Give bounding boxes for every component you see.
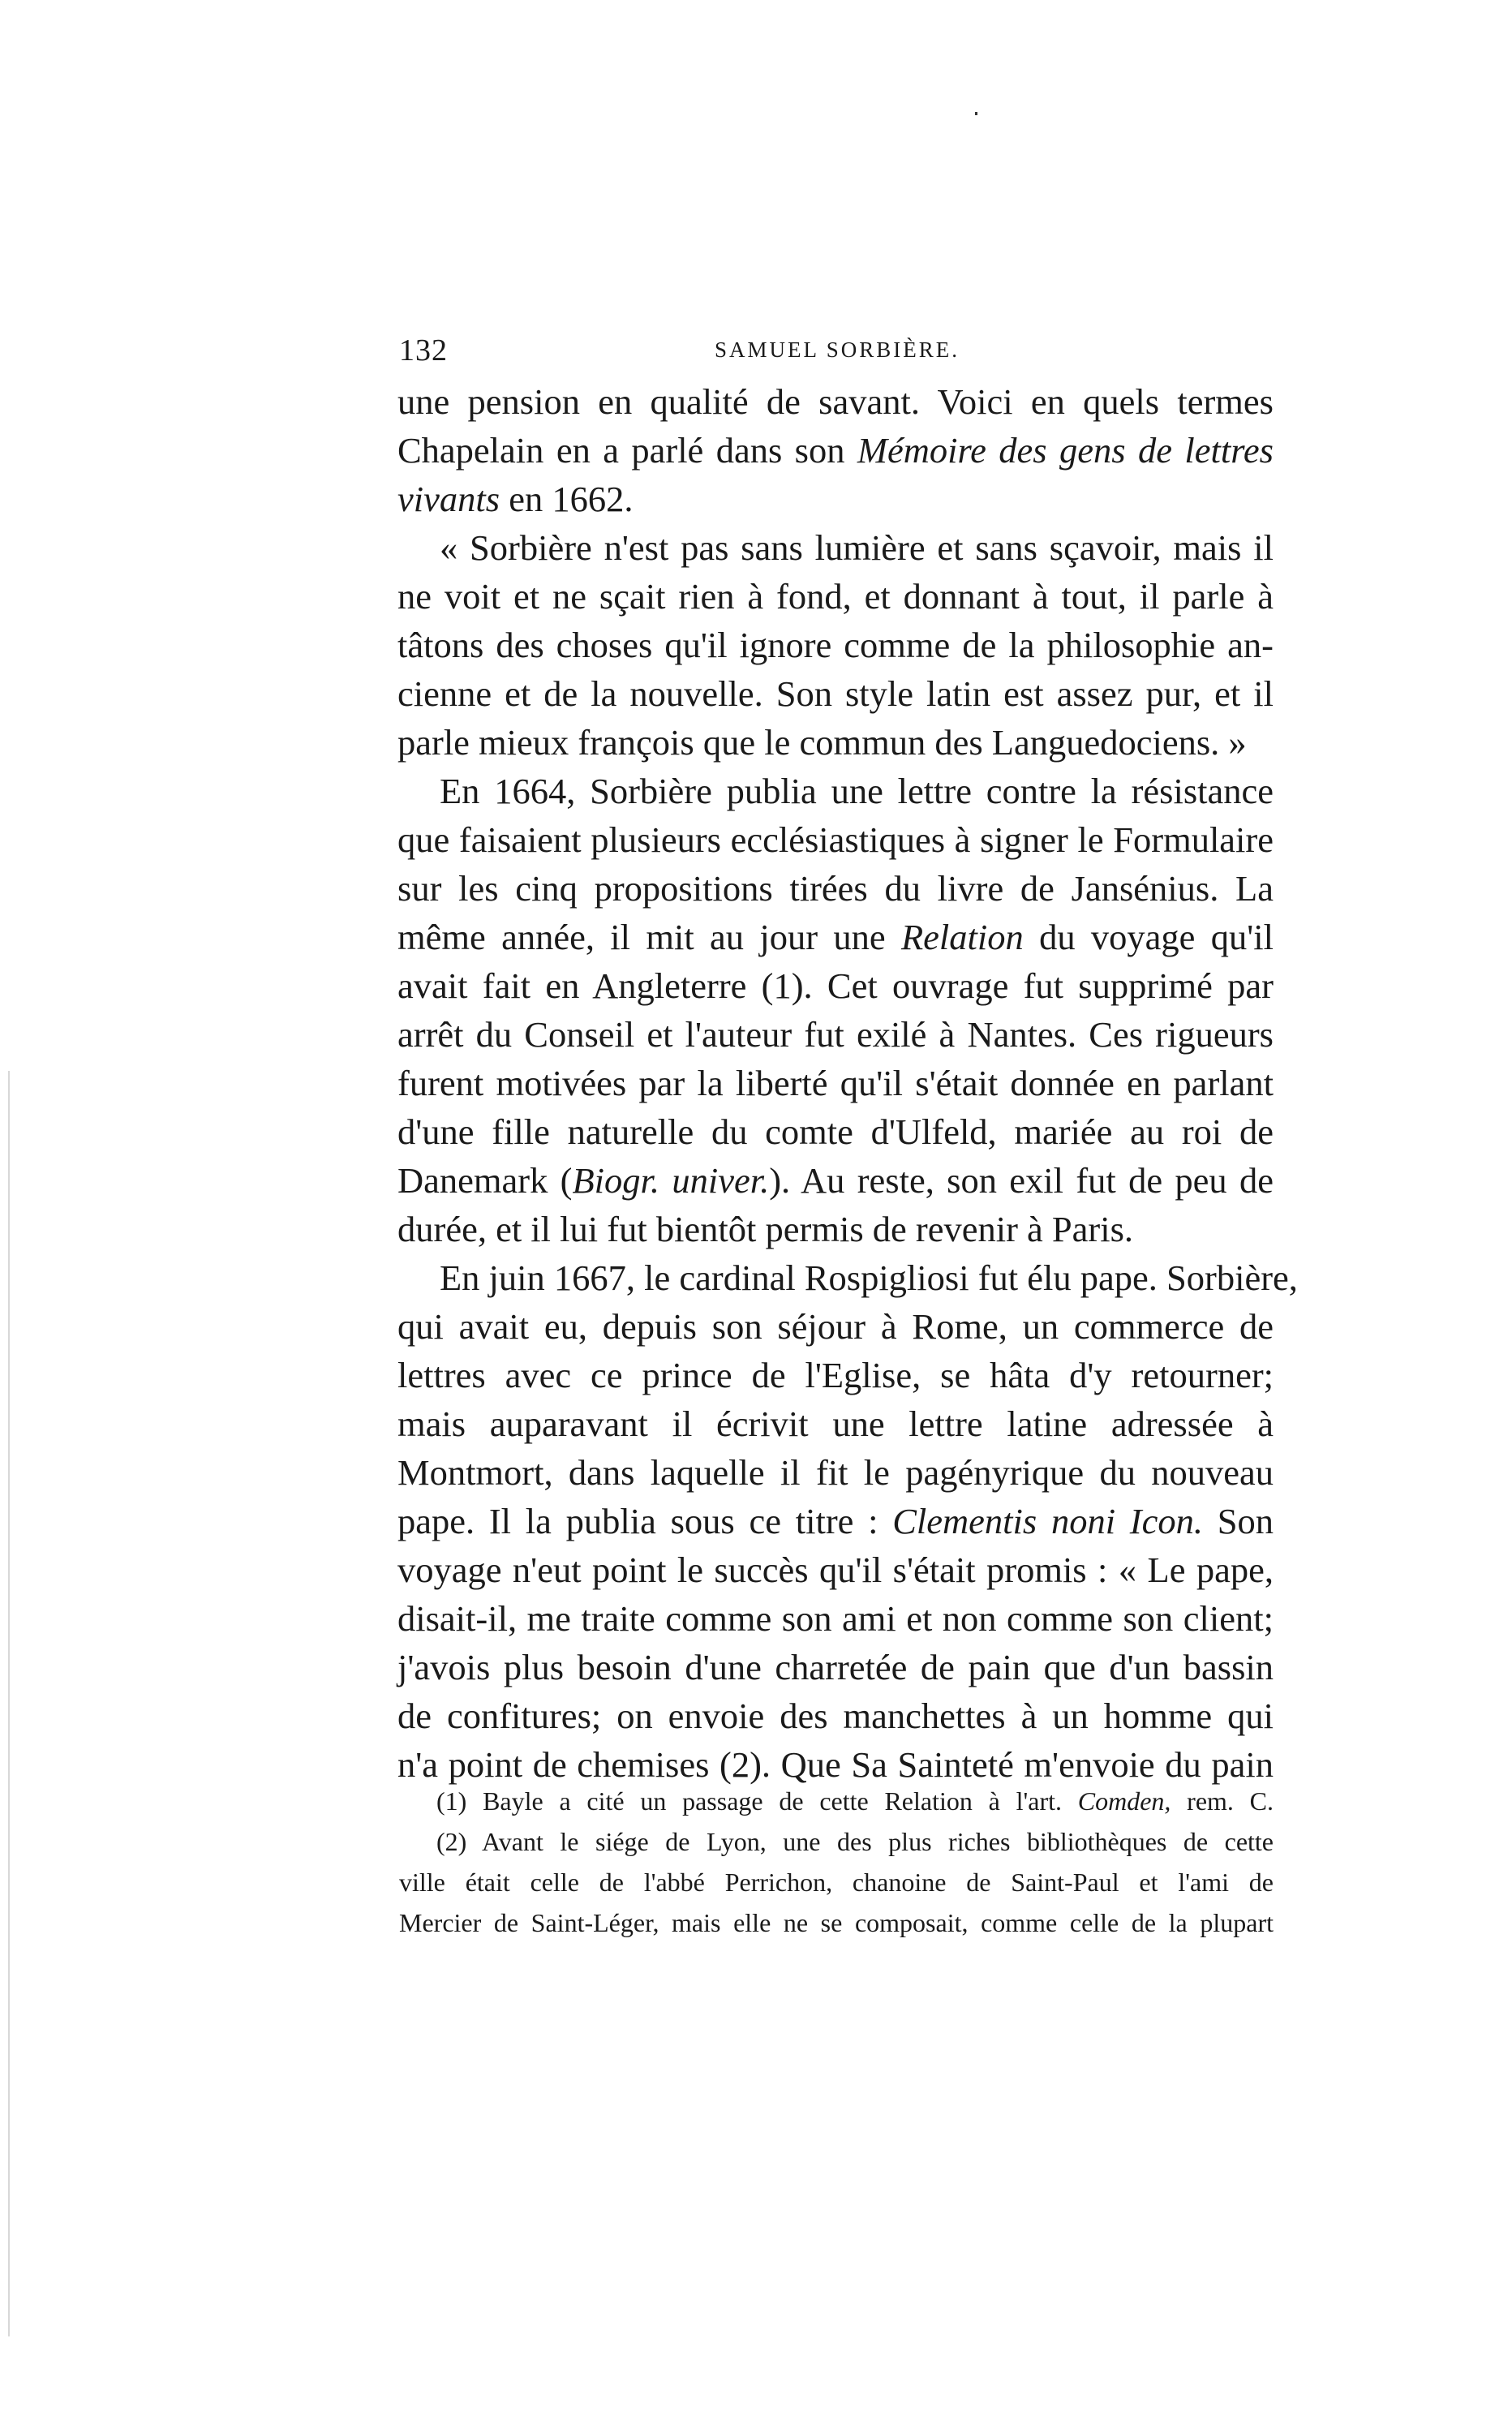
footnote-line: [399, 1821, 1274, 1862]
body-text: durée, et il lui fut bientôt permis de revenir à Paris.: [397, 1209, 1134, 1249]
body-line: [397, 767, 1274, 815]
running-head: SAMUEL SORBIÈRE.: [714, 337, 960, 362]
body-line: [397, 1545, 1274, 1594]
body-text: parle mieux françois que le commun des Languedociens. »: [397, 722, 1247, 763]
body-text: furent motivées par la liberté qu'il s'était donnée en parlant: [397, 1063, 1274, 1103]
body-line: [397, 913, 1274, 961]
body-line: [397, 1059, 1274, 1107]
body-text: ). Au reste, son exil fut de peu de: [769, 1160, 1274, 1201]
body-text: Mémoire des gens de lettres: [857, 430, 1274, 471]
body-line: [397, 1351, 1274, 1399]
scan-speck: [975, 112, 977, 115]
body-text: Danemark (: [397, 1160, 573, 1201]
body-line: [397, 1594, 1274, 1643]
footnotes: [399, 1781, 1274, 1943]
body-line: [397, 1643, 1274, 1691]
body-line: [397, 1205, 1274, 1253]
footnote-line: [399, 1862, 1274, 1902]
footnote-text: rem. C.: [1171, 1786, 1274, 1816]
body-line: [397, 961, 1274, 1010]
body-text: [397, 377, 1298, 1789]
body-line: [397, 864, 1274, 913]
body-text: tâtons des choses qu'il ignore comme de la philosophie an-: [397, 625, 1274, 665]
body-text: j'avois plus besoin d'une charretée de pain que d'un bassin: [397, 1647, 1274, 1687]
footnote-text: (1) Bayle a cité un passage de cette Relation à l'art.: [436, 1786, 1078, 1816]
body-text: mais auparavant il écrivit une lettre latine adressée à: [397, 1403, 1274, 1444]
body-line: [397, 669, 1274, 718]
footnote-line: [399, 1902, 1274, 1943]
body-text: Biogr. univer.: [572, 1160, 770, 1201]
body-line: [397, 1399, 1274, 1448]
body-text: en 1662.: [500, 479, 634, 519]
footnote-text: Mercier de Saint-Léger, mais elle ne se composait, comme celle de la plupart: [399, 1908, 1274, 1937]
footnote-line: [399, 1781, 1274, 1821]
body-line: [397, 1497, 1274, 1545]
body-text: disait-il, me traite comme son ami et non comme son client;: [397, 1598, 1274, 1639]
footnote-text: Comden,: [1077, 1786, 1171, 1816]
body-line: [397, 377, 1274, 426]
body-line: [397, 1691, 1274, 1740]
body-text: pape. Il la publia sous ce titre :: [397, 1501, 893, 1541]
page-header: [399, 333, 1275, 381]
body-text: n'a point de chemises (2). Que Sa Sainteté m'envoie du pain: [397, 1744, 1274, 1785]
footnote-text: ville était celle de l'abbé Perrichon, chanoine de Saint-Paul et l'ami de: [399, 1868, 1274, 1897]
body-line: [397, 815, 1274, 864]
body-text: du voyage qu'il: [1023, 917, 1274, 957]
body-text: d'une fille naturelle du comte d'Ulfeld, mariée au roi de: [397, 1111, 1274, 1152]
body-text: Relation: [900, 917, 1024, 957]
body-line: [397, 1448, 1274, 1497]
body-text: cienne et de la nouvelle. Son style latin est assez pur, et il: [397, 673, 1274, 714]
body-text: qui avait eu, depuis son séjour à Rome, un commerce de: [397, 1306, 1274, 1347]
body-text: que faisaient plusieurs ecclésiastiques à signer le Formulaire: [397, 819, 1274, 860]
body-text: lettres avec ce prince de l'Eglise, se hâta d'y retourner;: [397, 1355, 1274, 1395]
body-text: voyage n'eut point le succès qu'il s'était promis : « Le pape,: [397, 1550, 1274, 1590]
body-text: « Sorbière n'est pas sans lumière et sans sçavoir, mais il: [440, 527, 1274, 568]
body-line: [397, 718, 1274, 767]
body-text: En 1664, Sorbière publia une lettre contre la résistance: [440, 771, 1274, 811]
body-line: [397, 1253, 1298, 1302]
body-text: Son: [1203, 1501, 1274, 1541]
margin-tick: [8, 1071, 10, 2336]
body-text: de confitures; on envoie des manchettes à un homme qui: [397, 1696, 1274, 1736]
body-text: arrêt du Conseil et l'auteur fut exilé à Nantes. Ces rigueurs: [397, 1014, 1274, 1055]
body-line: [397, 572, 1274, 621]
body-text: ne voit et ne sçait rien à fond, et donnant à tout, il parle à: [397, 576, 1274, 617]
body-line: [397, 426, 1274, 475]
body-text: Chapelain en a parlé dans son: [397, 430, 857, 471]
body-line: [397, 1156, 1274, 1205]
body-text: vivants: [397, 479, 500, 519]
body-line: [397, 621, 1274, 669]
body-text: une pension en qualité de savant. Voici en quels termes: [397, 381, 1274, 422]
body-text: Clementis noni Icon.: [892, 1501, 1203, 1541]
footnote-text: (2) Avant le siége de Lyon, une des plus riches bibliothèques de cette: [436, 1827, 1274, 1856]
body-line: [397, 475, 1274, 523]
body-line: [397, 523, 1274, 572]
body-line: [397, 1302, 1274, 1351]
body-text: même année, il mit au jour une: [397, 917, 901, 957]
page-number: 132: [399, 333, 448, 368]
body-line: [397, 1010, 1274, 1059]
body-text: En juin 1667, le cardinal Rospigliosi fut élu pape. Sorbière,: [440, 1257, 1298, 1298]
body-line: [397, 1107, 1274, 1156]
body-text: avait fait en Angleterre (1). Cet ouvrage fut supprimé par: [397, 965, 1274, 1006]
body-text: Montmort, dans laquelle il fit le pagényrique du nouveau: [397, 1452, 1274, 1493]
body-text: sur les cinq propositions tirées du livre de Jansénius. La: [397, 868, 1274, 909]
